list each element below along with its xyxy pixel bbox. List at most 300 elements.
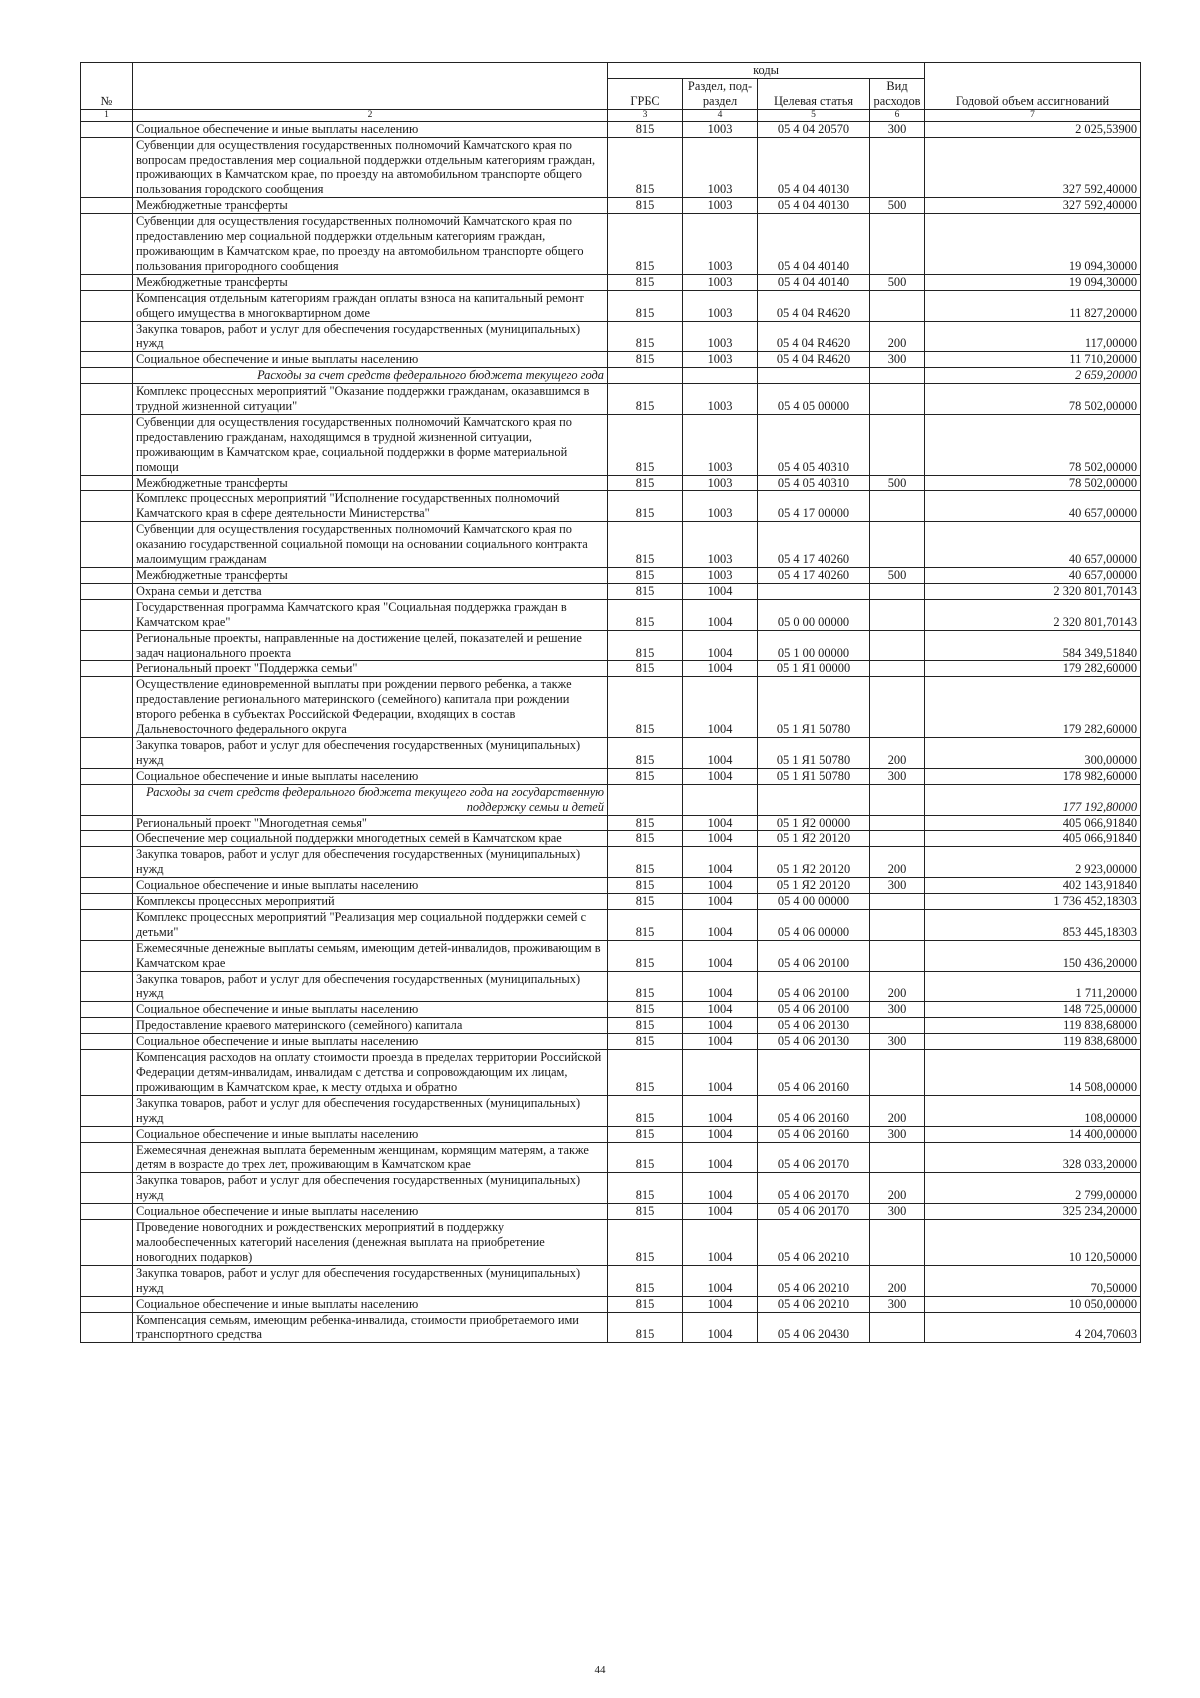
row-target: 05 4 06 20170 <box>758 1142 870 1173</box>
table-row <box>81 878 1141 894</box>
row-number-cell <box>81 909 133 940</box>
row-name: Закупка товаров, работ и услуг для обеспечения государственных (муниципальных) нужд <box>133 1265 608 1296</box>
row-exptype <box>870 522 925 568</box>
row-section: 1004 <box>683 630 758 661</box>
row-amount: 40 657,00000 <box>925 568 1141 584</box>
row-target: 05 4 05 40310 <box>758 475 870 491</box>
row-exptype: 200 <box>870 1265 925 1296</box>
row-exptype: 300 <box>870 1296 925 1312</box>
row-name: Закупка товаров, работ и услуг для обеспечения государственных (муниципальных) нужд <box>133 971 608 1002</box>
row-exptype <box>870 815 925 831</box>
table-row <box>81 198 1141 214</box>
table-row <box>81 583 1141 599</box>
header-codes: коды <box>608 63 925 79</box>
row-number-cell <box>81 384 133 415</box>
row-number-cell <box>81 677 133 738</box>
row-name: Социальное обеспечение и иные выплаты населению <box>133 878 608 894</box>
row-section: 1004 <box>683 1050 758 1096</box>
row-name: Компенсация расходов на оплату стоимости проезда в пределах территории Российской Федерации детям-инвалидам, инвалидам с детства и сопровождающим их лицам, проживающим в Камчатском крае, к месту отдыха и обратно <box>133 1050 608 1096</box>
row-exptype <box>870 1050 925 1096</box>
row-grbs: 815 <box>608 321 683 352</box>
row-target: 05 4 04 R4620 <box>758 321 870 352</box>
column-number: 7 <box>925 109 1141 121</box>
row-section: 1003 <box>683 290 758 321</box>
row-amount: 584 349,51840 <box>925 630 1141 661</box>
row-amount: 14 508,00000 <box>925 1050 1141 1096</box>
row-name: Охрана семьи и детства <box>133 583 608 599</box>
row-name: Закупка товаров, работ и услуг для обеспечения государственных (муниципальных) нужд <box>133 1173 608 1204</box>
row-number-cell <box>81 274 133 290</box>
row-amount: 78 502,00000 <box>925 384 1141 415</box>
row-amount: 405 066,91840 <box>925 815 1141 831</box>
row-section: 1004 <box>683 1296 758 1312</box>
row-number-cell <box>81 661 133 677</box>
row-exptype: 300 <box>870 1002 925 1018</box>
exptype-cell <box>870 368 925 384</box>
row-amount: 10 120,50000 <box>925 1220 1141 1266</box>
row-name: Субвенции для осуществления государственных полномочий Камчатского края по оказанию государственной социальной помощи на основании социального контракта малоимущим гражданам <box>133 522 608 568</box>
row-target: 05 4 04 40130 <box>758 137 870 198</box>
row-grbs: 815 <box>608 599 683 630</box>
row-grbs: 815 <box>608 1142 683 1173</box>
row-name: Ежемесячная денежная выплата беременным женщинам, кормящим матерям, а также детям в возрасте до трех лет, проживающим в Камчатском крае <box>133 1142 608 1173</box>
row-number-cell <box>81 1095 133 1126</box>
table-row <box>81 1018 1141 1034</box>
row-name: Социальное обеспечение и иные выплаты населению <box>133 1126 608 1142</box>
row-grbs: 815 <box>608 878 683 894</box>
row-name: Комплексы процессных мероприятий <box>133 894 608 910</box>
row-grbs: 815 <box>608 1296 683 1312</box>
row-number-cell <box>81 784 133 815</box>
row-grbs: 815 <box>608 971 683 1002</box>
row-exptype <box>870 661 925 677</box>
table-row <box>81 414 1141 475</box>
section-cell <box>683 368 758 384</box>
row-name: Социальное обеспечение и иные выплаты населению <box>133 121 608 137</box>
table-row <box>81 137 1141 198</box>
row-section: 1004 <box>683 815 758 831</box>
row-grbs: 815 <box>608 274 683 290</box>
row-amount: 328 033,20000 <box>925 1142 1141 1173</box>
row-name: Социальное обеспечение и иные выплаты населению <box>133 1034 608 1050</box>
row-section: 1003 <box>683 491 758 522</box>
row-amount: 1 711,20000 <box>925 971 1141 1002</box>
section-cell <box>683 784 758 815</box>
table-row-note <box>81 368 1141 384</box>
row-exptype: 200 <box>870 737 925 768</box>
row-section: 1004 <box>683 677 758 738</box>
row-section: 1004 <box>683 737 758 768</box>
row-grbs: 815 <box>608 909 683 940</box>
row-number-cell <box>81 1296 133 1312</box>
row-target: 05 4 06 20210 <box>758 1265 870 1296</box>
table-row <box>81 831 1141 847</box>
row-number-cell <box>81 847 133 878</box>
row-grbs: 815 <box>608 768 683 784</box>
row-target: 05 4 04 R4620 <box>758 352 870 368</box>
row-number-cell <box>81 368 133 384</box>
row-amount: 2 923,00000 <box>925 847 1141 878</box>
row-target: 05 0 00 00000 <box>758 599 870 630</box>
row-target: 05 4 17 00000 <box>758 491 870 522</box>
row-section: 1003 <box>683 321 758 352</box>
row-section: 1004 <box>683 661 758 677</box>
row-section: 1003 <box>683 475 758 491</box>
row-amount: 1 736 452,18303 <box>925 894 1141 910</box>
row-number-cell <box>81 1312 133 1343</box>
row-name: Государственная программа Камчатского края "Социальная поддержка граждан в Камчатском крае" <box>133 599 608 630</box>
row-section: 1003 <box>683 214 758 275</box>
row-grbs: 815 <box>608 568 683 584</box>
row-name: Ежемесячные денежные выплаты семьям, имеющим детей-инвалидов, проживающим в Камчатском крае <box>133 940 608 971</box>
table-row <box>81 599 1141 630</box>
row-exptype <box>870 491 925 522</box>
row-grbs: 815 <box>608 522 683 568</box>
row-exptype: 200 <box>870 847 925 878</box>
table-row <box>81 290 1141 321</box>
row-section: 1004 <box>683 940 758 971</box>
row-section: 1003 <box>683 384 758 415</box>
row-target: 05 4 04 40140 <box>758 274 870 290</box>
row-amount: 327 592,40000 <box>925 137 1141 198</box>
row-name: Межбюджетные трансферты <box>133 475 608 491</box>
row-grbs: 815 <box>608 630 683 661</box>
row-grbs: 815 <box>608 1018 683 1034</box>
row-exptype <box>870 599 925 630</box>
row-name: Закупка товаров, работ и услуг для обеспечения государственных (муниципальных) нужд <box>133 321 608 352</box>
row-amount: 2 025,53900 <box>925 121 1141 137</box>
row-number-cell <box>81 1002 133 1018</box>
row-name: Региональный проект "Многодетная семья" <box>133 815 608 831</box>
row-exptype: 200 <box>870 971 925 1002</box>
row-exptype <box>870 137 925 198</box>
row-grbs: 815 <box>608 121 683 137</box>
row-grbs: 815 <box>608 1173 683 1204</box>
row-name: Компенсация отдельным категориям граждан оплаты взноса на капитальный ремонт общего имущества в многоквартирном доме <box>133 290 608 321</box>
table-body <box>81 109 1141 1343</box>
row-section: 1004 <box>683 1002 758 1018</box>
row-number-cell <box>81 1142 133 1173</box>
row-section: 1004 <box>683 1220 758 1266</box>
header-target: Целевая статья <box>758 78 870 109</box>
row-grbs: 815 <box>608 1050 683 1096</box>
row-exptype: 200 <box>870 1095 925 1126</box>
row-name: Закупка товаров, работ и услуг для обеспечения государственных (муниципальных) нужд <box>133 847 608 878</box>
row-number-cell <box>81 352 133 368</box>
row-target: 05 4 06 20130 <box>758 1034 870 1050</box>
row-grbs: 815 <box>608 198 683 214</box>
row-target: 05 4 06 20160 <box>758 1095 870 1126</box>
table-row <box>81 1204 1141 1220</box>
row-section: 1004 <box>683 1018 758 1034</box>
row-exptype: 300 <box>870 352 925 368</box>
row-amount: 2 320 801,70143 <box>925 583 1141 599</box>
column-number: 1 <box>81 109 133 121</box>
row-target: 05 4 17 40260 <box>758 568 870 584</box>
table-row <box>81 1220 1141 1266</box>
grbs-cell <box>608 368 683 384</box>
row-target: 05 4 04 R4620 <box>758 290 870 321</box>
row-amount: 11 827,20000 <box>925 290 1141 321</box>
row-amount: 40 657,00000 <box>925 522 1141 568</box>
row-exptype <box>870 831 925 847</box>
row-exptype <box>870 630 925 661</box>
row-exptype <box>870 384 925 415</box>
row-number-cell <box>81 940 133 971</box>
row-grbs: 815 <box>608 583 683 599</box>
row-number-cell <box>81 522 133 568</box>
row-amount: 4 204,70603 <box>925 1312 1141 1343</box>
row-section: 1004 <box>683 894 758 910</box>
row-exptype <box>870 909 925 940</box>
row-exptype: 500 <box>870 568 925 584</box>
row-exptype <box>870 677 925 738</box>
row-exptype <box>870 1312 925 1343</box>
row-name: Социальное обеспечение и иные выплаты населению <box>133 1296 608 1312</box>
row-section: 1003 <box>683 568 758 584</box>
row-amount: 70,50000 <box>925 1265 1141 1296</box>
row-exptype: 300 <box>870 1204 925 1220</box>
row-section: 1004 <box>683 1142 758 1173</box>
table-row <box>81 630 1141 661</box>
row-target: 05 4 06 20100 <box>758 940 870 971</box>
table-row <box>81 1095 1141 1126</box>
row-target: 05 4 05 00000 <box>758 384 870 415</box>
row-grbs: 815 <box>608 1002 683 1018</box>
row-number-cell <box>81 583 133 599</box>
row-amount: 178 982,60000 <box>925 768 1141 784</box>
row-target: 05 4 04 40130 <box>758 198 870 214</box>
row-amount: 119 838,68000 <box>925 1034 1141 1050</box>
row-amount: 325 234,20000 <box>925 1204 1141 1220</box>
row-grbs: 815 <box>608 384 683 415</box>
row-name: Обеспечение мер социальной поддержки многодетных семей в Камчатском крае <box>133 831 608 847</box>
row-target: 05 4 06 20100 <box>758 1002 870 1018</box>
row-exptype: 300 <box>870 768 925 784</box>
row-exptype: 300 <box>870 1126 925 1142</box>
row-exptype <box>870 290 925 321</box>
row-name: Закупка товаров, работ и услуг для обеспечения государственных (муниципальных) нужд <box>133 737 608 768</box>
row-grbs: 815 <box>608 137 683 198</box>
header-grbs: ГРБС <box>608 78 683 109</box>
row-number-cell <box>81 321 133 352</box>
row-grbs: 815 <box>608 847 683 878</box>
row-target: 05 1 Я1 50780 <box>758 737 870 768</box>
row-note: Расходы за счет средств федерального бюджета текущего года на государственную поддержку семьи и детей <box>133 784 608 815</box>
row-target: 05 4 05 40310 <box>758 414 870 475</box>
column-number-row <box>81 109 1141 121</box>
row-number-cell <box>81 1265 133 1296</box>
table-row <box>81 352 1141 368</box>
row-target: 05 4 06 20130 <box>758 1018 870 1034</box>
row-target: 05 4 04 40140 <box>758 214 870 275</box>
row-number-cell <box>81 971 133 1002</box>
row-section: 1004 <box>683 1265 758 1296</box>
table-row <box>81 1142 1141 1173</box>
row-target: 05 1 Я1 50780 <box>758 677 870 738</box>
table-row <box>81 321 1141 352</box>
grbs-cell <box>608 784 683 815</box>
row-grbs: 815 <box>608 1312 683 1343</box>
row-target: 05 1 Я2 20120 <box>758 831 870 847</box>
table-row <box>81 1173 1141 1204</box>
row-exptype <box>870 1142 925 1173</box>
row-section: 1004 <box>683 1034 758 1050</box>
row-target: 05 1 Я1 50780 <box>758 768 870 784</box>
row-grbs: 815 <box>608 661 683 677</box>
row-section: 1003 <box>683 414 758 475</box>
column-number: 4 <box>683 109 758 121</box>
table-row <box>81 815 1141 831</box>
row-amount: 10 050,00000 <box>925 1296 1141 1312</box>
row-name: Осуществление единовременной выплаты при рождении первого ребенка, а также предоставление регионального материнского (семейного) капитала при рождении второго ребенка в субъектах Российской Федерации, входящих в состав Дальневосточного федерального округа <box>133 677 608 738</box>
row-amount: 2 659,20000 <box>925 368 1141 384</box>
row-amount: 300,00000 <box>925 737 1141 768</box>
row-grbs: 815 <box>608 1034 683 1050</box>
row-section: 1004 <box>683 878 758 894</box>
row-section: 1004 <box>683 847 758 878</box>
row-target: 05 1 Я1 00000 <box>758 661 870 677</box>
row-number-cell <box>81 198 133 214</box>
row-exptype: 300 <box>870 878 925 894</box>
row-target: 05 4 06 20210 <box>758 1296 870 1312</box>
column-number: 3 <box>608 109 683 121</box>
row-amount: 179 282,60000 <box>925 661 1141 677</box>
table-row <box>81 1002 1141 1018</box>
row-number-cell <box>81 1126 133 1142</box>
row-amount: 177 192,80000 <box>925 784 1141 815</box>
row-target: 05 4 06 20170 <box>758 1204 870 1220</box>
row-amount: 150 436,20000 <box>925 940 1141 971</box>
table-row <box>81 1296 1141 1312</box>
row-target <box>758 583 870 599</box>
row-section: 1004 <box>683 971 758 1002</box>
table-row <box>81 940 1141 971</box>
table-row <box>81 214 1141 275</box>
header-name <box>133 63 608 110</box>
table-row <box>81 661 1141 677</box>
row-amount: 11 710,20000 <box>925 352 1141 368</box>
row-number-cell <box>81 1204 133 1220</box>
table-row <box>81 475 1141 491</box>
row-grbs: 815 <box>608 894 683 910</box>
row-grbs: 815 <box>608 940 683 971</box>
row-target: 05 4 06 20100 <box>758 971 870 1002</box>
row-section: 1003 <box>683 198 758 214</box>
row-grbs: 815 <box>608 737 683 768</box>
row-section: 1004 <box>683 1126 758 1142</box>
table-row <box>81 121 1141 137</box>
table-row <box>81 894 1141 910</box>
row-amount: 40 657,00000 <box>925 491 1141 522</box>
row-name: Комплекс процессных мероприятий "Исполнение государственных полномочий Камчатского края в сфере деятельности Министерства" <box>133 491 608 522</box>
row-number-cell <box>81 414 133 475</box>
table-row <box>81 971 1141 1002</box>
row-name: Социальное обеспечение и иные выплаты населению <box>133 352 608 368</box>
row-name: Социальное обеспечение и иные выплаты населению <box>133 1002 608 1018</box>
row-name: Социальное обеспечение и иные выплаты населению <box>133 768 608 784</box>
row-number-cell <box>81 1220 133 1266</box>
row-number-cell <box>81 1034 133 1050</box>
table-row <box>81 737 1141 768</box>
row-exptype <box>870 583 925 599</box>
row-target: 05 1 Я2 20120 <box>758 847 870 878</box>
row-grbs: 815 <box>608 1220 683 1266</box>
row-name: Субвенции для осуществления государственных полномочий Камчатского края по вопросам предоставления мер социальной поддержки отдельным категориям граждан, проживающих в Камчатском крае, по проезду на автомобильном транспорте общего пользования городского сообщения <box>133 137 608 198</box>
table-row <box>81 491 1141 522</box>
row-grbs: 815 <box>608 352 683 368</box>
row-exptype <box>870 894 925 910</box>
column-number: 2 <box>133 109 608 121</box>
table-row <box>81 1126 1141 1142</box>
row-section: 1004 <box>683 1173 758 1204</box>
row-number-cell <box>81 768 133 784</box>
row-number-cell <box>81 831 133 847</box>
row-number-cell <box>81 121 133 137</box>
table-row <box>81 522 1141 568</box>
row-target: 05 1 Я2 00000 <box>758 815 870 831</box>
row-amount: 14 400,00000 <box>925 1126 1141 1142</box>
row-exptype: 200 <box>870 1173 925 1204</box>
table-row <box>81 768 1141 784</box>
row-name: Субвенции для осуществления государственных полномочий Камчатского края по предоставлению мер социальной поддержки отдельным категориям граждан, проживающим в Камчатском крае, по проезду на автомобильном транспорте общего пользования пригородного сообщения <box>133 214 608 275</box>
row-number-cell <box>81 894 133 910</box>
row-amount: 78 502,00000 <box>925 414 1141 475</box>
row-name: Субвенции для осуществления государственных полномочий Камчатского края по предоставлению гражданам, находящимся в трудной жизненной ситуации, проживающим в Камчатском крае, социальной поддержки в форме материальной помощи <box>133 414 608 475</box>
row-name: Закупка товаров, работ и услуг для обеспечения государственных (муниципальных) нужд <box>133 1095 608 1126</box>
row-number-cell <box>81 475 133 491</box>
row-number-cell <box>81 737 133 768</box>
row-amount: 2 320 801,70143 <box>925 599 1141 630</box>
row-target: 05 4 06 00000 <box>758 909 870 940</box>
row-exptype: 500 <box>870 475 925 491</box>
row-amount: 117,00000 <box>925 321 1141 352</box>
row-exptype: 200 <box>870 321 925 352</box>
row-target: 05 4 04 20570 <box>758 121 870 137</box>
row-name: Региональные проекты, направленные на достижение целей, показателей и решение задач национального проекта <box>133 630 608 661</box>
row-number-cell <box>81 491 133 522</box>
row-grbs: 815 <box>608 831 683 847</box>
row-number-cell <box>81 290 133 321</box>
row-number-cell <box>81 1173 133 1204</box>
row-name: Предоставление краевого материнского (семейного) капитала <box>133 1018 608 1034</box>
table-row <box>81 1312 1141 1343</box>
table-row <box>81 1050 1141 1096</box>
row-section: 1003 <box>683 522 758 568</box>
exptype-cell <box>870 784 925 815</box>
row-name: Социальное обеспечение и иные выплаты населению <box>133 1204 608 1220</box>
row-section: 1003 <box>683 137 758 198</box>
header-section: Раздел, под-раздел <box>683 78 758 109</box>
row-note: Расходы за счет средств федерального бюджета текущего года <box>133 368 608 384</box>
table-row <box>81 677 1141 738</box>
table-row <box>81 568 1141 584</box>
budget-table <box>80 62 1141 1343</box>
row-number-cell <box>81 815 133 831</box>
row-name: Межбюджетные трансферты <box>133 198 608 214</box>
row-grbs: 815 <box>608 290 683 321</box>
row-number-cell <box>81 137 133 198</box>
row-name: Региональный проект "Поддержка семьи" <box>133 661 608 677</box>
row-grbs: 815 <box>608 1265 683 1296</box>
row-grbs: 815 <box>608 491 683 522</box>
row-section: 1003 <box>683 274 758 290</box>
row-target: 05 4 00 00000 <box>758 894 870 910</box>
row-exptype: 300 <box>870 1034 925 1050</box>
row-target: 05 4 06 20430 <box>758 1312 870 1343</box>
table-header <box>81 63 1141 110</box>
row-number-cell <box>81 630 133 661</box>
